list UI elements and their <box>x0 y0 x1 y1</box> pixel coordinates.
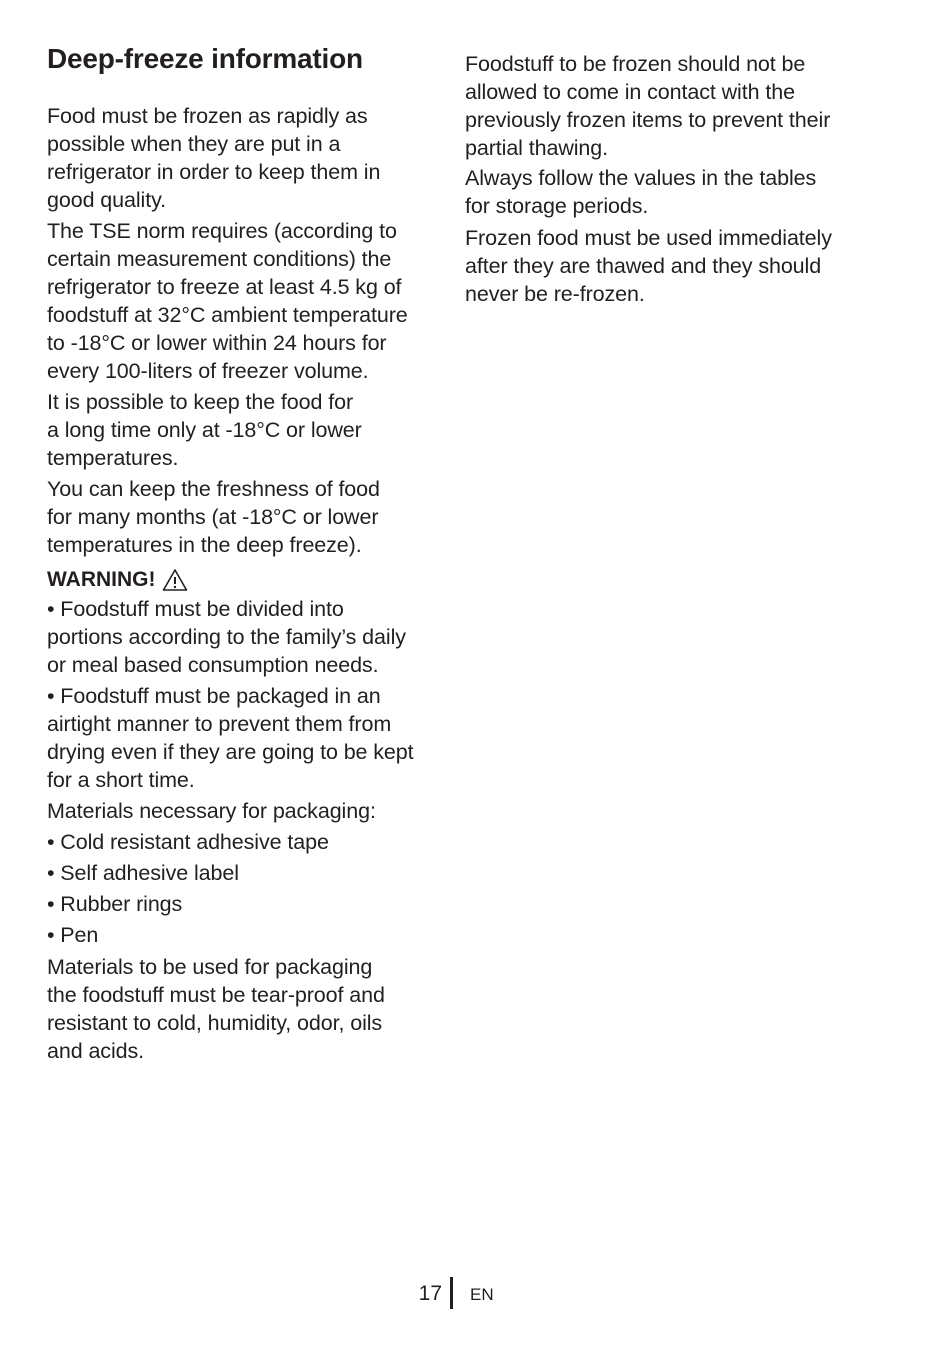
warning-heading <box>47 566 188 594</box>
paragraph-long-storage: It is possible to keep the food for a long time only at -18°C or lower temperatures. <box>47 390 362 470</box>
language-code: EN <box>470 1285 494 1304</box>
page-title: Deep-freeze information <box>47 43 363 74</box>
material-item: • Cold resistant adhesive tape <box>47 830 329 854</box>
footer-divider <box>450 1277 453 1309</box>
warning-label: WARNING! <box>47 568 156 591</box>
paragraph-no-refreeze: Frozen food must be used immediately after they are thawed and they should never be re-frozen. <box>465 226 832 306</box>
paragraph-packaging-requirements: Materials to be used for packaging the foodstuff must be tear-proof and resistant to cold, humidity, odor, oils and acids. <box>47 955 385 1063</box>
bullet-portions: • Foodstuff must be divided into portions according to the family’s daily or meal based consumption needs. <box>47 597 406 677</box>
paragraph-freshness: You can keep the freshness of food for many months (at -18°C or lower temperatures in the deep freeze). <box>47 477 380 557</box>
paragraph-tse-norm: The TSE norm requires (according to certain measurement conditions) the refrigerator to freeze at least 4.5 kg of foodstuff at 32°C ambient temperature to -18°C or lower within 24 hours for every 100-liters of freezer volume. <box>47 219 408 383</box>
paragraph-no-contact: Foodstuff to be frozen should not be allowed to come in contact with the previously frozen items to prevent their partial thawing. <box>465 52 831 160</box>
material-item: • Rubber rings <box>47 892 183 916</box>
bullet-airtight: • Foodstuff must be packaged in an airtight manner to prevent them from drying even if they are going to be kept for a short time. <box>47 684 414 792</box>
material-item: • Self adhesive label <box>47 861 239 885</box>
page-footer <box>0 1277 950 1311</box>
paragraph-freeze-rapidly: Food must be frozen as rapidly as possible when they are put in a refrigerator in order to keep them in good quality. <box>47 104 381 212</box>
materials-intro: Materials necessary for packaging: <box>47 799 376 823</box>
paragraph-storage-periods: Always follow the values in the tables for storage periods. <box>465 166 817 218</box>
material-item: • Pen <box>47 923 99 947</box>
warning-triangle-icon <box>162 568 188 592</box>
page-number: 17 <box>418 1282 442 1305</box>
